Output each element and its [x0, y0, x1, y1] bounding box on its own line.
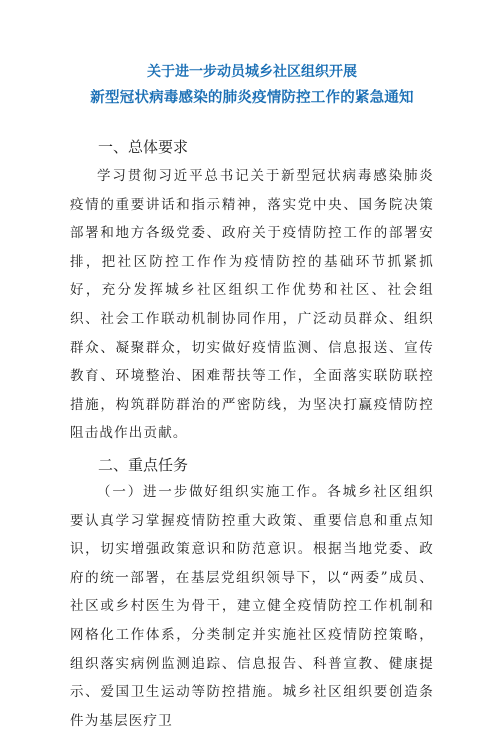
section2-item1-paragraph — [70, 478, 434, 735]
item1-title: （一）进一步做好组织实施工作。 — [97, 483, 328, 500]
section-heading-general-requirements: 一、总体要求 — [98, 138, 189, 156]
document-title-line1: 关于进一步动员城乡社区组织开展 — [147, 64, 357, 80]
item1-body: 各城乡社区组织要认真学习掌握疫情防控重大政策、重要信息和重点知识，切实增强政策意识和防范意识。根据当地党委、政府的统一部署，在基层党组织领导下，以“两委”成员、社区或乡村医生为骨干，建立健全疫情防控工作机制和网格化工作体系，分类制定并实施社区疫情防控策略，组织落实病例监测追踪、信息报告、科普宣教、健康提示、爱国卫生运动等防控措施。城乡社区组织要创造条件为基层医疗卫 — [70, 483, 435, 729]
document-title-line2: 新型冠状病毒感染的肺炎疫情防控工作的紧急通知 — [90, 90, 414, 106]
section1-paragraph: 学习贯彻习近平总书记关于新型冠状病毒感染肺炎疫情的重要讲话和指示精神，落实党中央、国务院决策部署和地方各级党委、政府关于疫情防控工作的部署安排，把社区防控工作作为疫情防控的基础环节抓紧抓好，充分发挥城乡社区组织工作优势和社区、社会组织、社会工作联动机制协同作用，广泛动员群众、组织群众、凝聚群众，切实做好疫情监测、信息报送、宣传教育、环境整治、困难帮扶等工作，全面落实联防联控措施，构筑群防群治的严密防线，为坚决打赢疫情防控阻击战作出贡献。 — [70, 168, 434, 442]
section-heading-key-tasks: 二、重点任务 — [98, 455, 189, 474]
